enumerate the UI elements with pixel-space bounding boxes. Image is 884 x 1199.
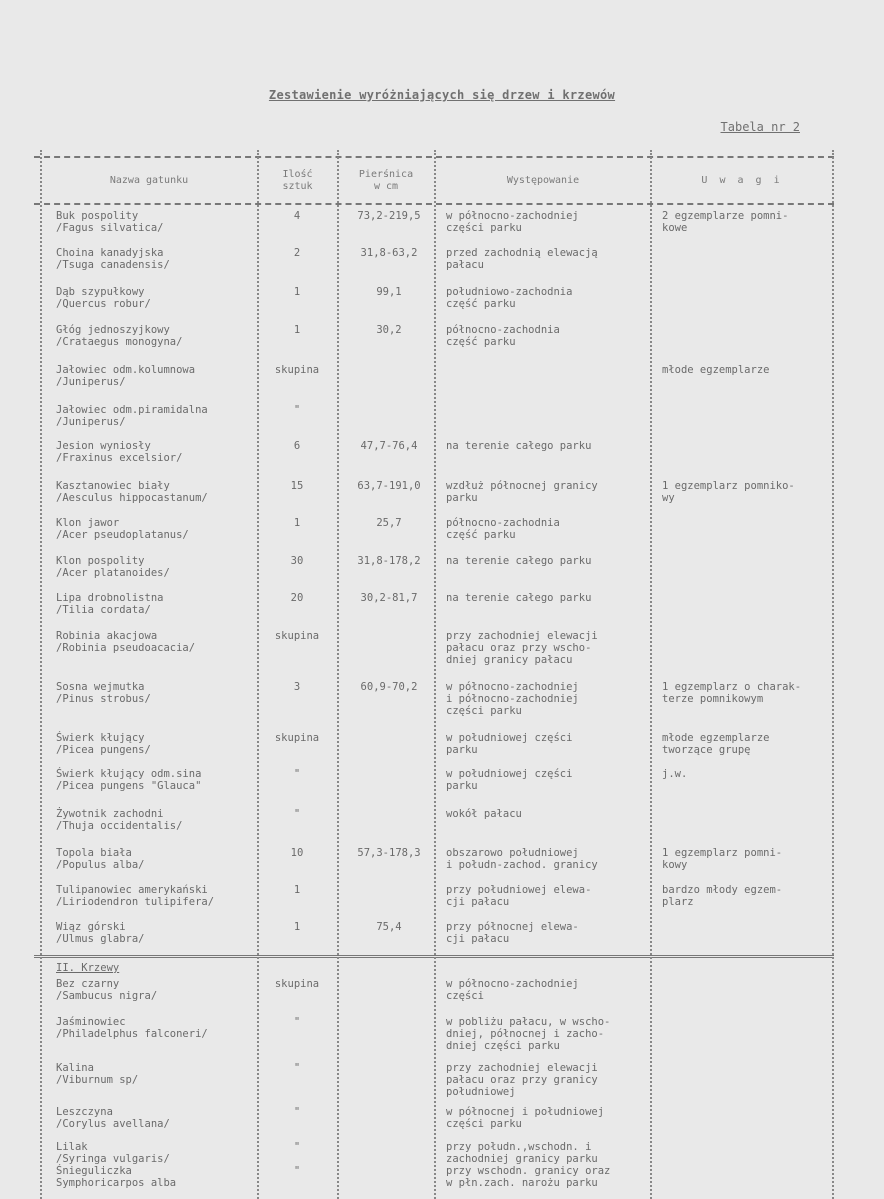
cell-quantity: 20	[290, 592, 304, 604]
cell-quantity: "	[293, 1062, 301, 1074]
column-divider	[257, 150, 259, 1199]
cell-quantity: skupina	[274, 978, 320, 990]
cell-quantity: 1	[293, 884, 301, 896]
cell-location: w północno-zachodniej i północno-zachodniej części parku	[446, 681, 579, 717]
cell-species: Lilak /Syringa vulgaris/ Śnieguliczka Symphoricarpos alba	[56, 1141, 177, 1189]
cell-species: Robinia akacjowa /Robinia pseudoacacia/	[56, 630, 196, 654]
header-name: Nazwa gatunku	[109, 175, 189, 186]
cell-location: przy połudn.,wschodn. i zachodniej granicy parku przy wschodn. granicy oraz w płn.zach. narożu parku	[446, 1141, 611, 1189]
cell-quantity: skupina	[274, 732, 320, 744]
cell-quantity: 3	[293, 681, 301, 693]
column-divider	[434, 150, 436, 1199]
cell-species: Topola biała /Populus alba/	[56, 847, 145, 871]
cell-remarks: młode egzemplarze tworzące grupę	[662, 732, 770, 756]
cell-location: przy północnej elewa- cji pałacu	[446, 921, 579, 945]
column-divider	[337, 150, 339, 1199]
cell-location: przy zachodniej elewacji pałacu oraz przy granicy południowej	[446, 1062, 598, 1098]
header-remarks: U w a g i	[701, 175, 783, 186]
cell-quantity: "	[293, 1106, 301, 1118]
cell-circumference: 60,9-70,2	[360, 681, 418, 693]
cell-species: Sosna wejmutka /Pinus strobus/	[56, 681, 151, 705]
cell-species: Lipa drobnolistna /Tilia cordata/	[56, 592, 164, 616]
cell-species: Dąb szypułkowy /Quercus robur/	[56, 286, 151, 310]
table-number: Tabela nr 2	[720, 120, 800, 134]
cell-species: Bez czarny /Sambucus nigra/	[56, 978, 158, 1002]
cell-species: Jesion wyniosły /Fraxinus excelsior/	[56, 440, 183, 464]
cell-location: na terenie całego parku	[446, 440, 592, 452]
cell-remarks: 1 egzemplarz pomni- kowy	[662, 847, 783, 871]
cell-location: przy południowej elewa- cji pałacu	[446, 884, 592, 908]
cell-circumference: 57,3-178,3	[357, 847, 421, 859]
cell-species: Jaśminowiec /Philadelphus falconeri/	[56, 1016, 208, 1040]
section-heading: II. Krzewy	[56, 962, 120, 974]
cell-species: Wiąz górski /Ulmus glabra/	[56, 921, 145, 945]
cell-remarks: j.w.	[662, 768, 688, 780]
cell-species: Jałowiec odm.kolumnowa /Juniperus/	[56, 364, 196, 388]
cell-location: przy zachodniej elewacji pałacu oraz przy wscho- dniej granicy pałacu	[446, 630, 598, 666]
cell-location: na terenie całego parku	[446, 592, 592, 604]
cell-species: Kalina /Viburnum sp/	[56, 1062, 139, 1086]
cell-location: w południowej części parku	[446, 732, 573, 756]
cell-species: Kasztanowiec biały /Aesculus hippocastanum/	[56, 480, 208, 504]
cell-quantity: 6	[293, 440, 301, 452]
cell-species: Żywotnik zachodni /Thuja occidentalis/	[56, 808, 183, 832]
cell-circumference: 47,7-76,4	[360, 440, 418, 452]
cell-circumference: 30,2	[376, 324, 402, 336]
cell-quantity: 15	[290, 480, 304, 492]
header-circumference: Pierśnica w cm	[358, 169, 414, 192]
cell-quantity: skupina	[274, 364, 320, 376]
cell-quantity: "	[293, 1016, 301, 1028]
cell-circumference: 75,4	[376, 921, 402, 933]
cell-quantity: "	[293, 768, 301, 780]
cell-circumference: 73,2-219,5	[357, 210, 421, 222]
cell-species: Głóg jednoszyjkowy /Crataegus monogyna/	[56, 324, 183, 348]
cell-species: Klon pospolity /Acer platanoides/	[56, 555, 170, 579]
cell-circumference: 63,7-191,0	[357, 480, 421, 492]
document-title: Zestawienie wyróżniających się drzew i krzewów	[268, 88, 616, 102]
cell-quantity: " "	[293, 1141, 301, 1177]
cell-location: północno-zachodnia część parku	[446, 517, 560, 541]
cell-quantity: skupina	[274, 630, 320, 642]
cell-remarks: 1 egzemplarz pomniko- wy	[662, 480, 795, 504]
cell-location: na terenie całego parku	[446, 555, 592, 567]
cell-location: w pobliżu pałacu, w wscho- dniej, północnej i zacho- dniej części parku	[446, 1016, 611, 1052]
cell-species: Leszczyna /Corylus avellana/	[56, 1106, 170, 1130]
cell-circumference: 30,2-81,7	[360, 592, 418, 604]
cell-location: w północno-zachodniej części	[446, 978, 579, 1002]
column-divider	[40, 150, 42, 1199]
cell-location: północno-zachodnia część parku	[446, 324, 560, 348]
cell-location: obszarowo południowej i połudn-zachod. granicy	[446, 847, 598, 871]
cell-circumference: 25,7	[376, 517, 402, 529]
cell-species: Klon jawor /Acer pseudoplatanus/	[56, 517, 189, 541]
cell-location: wokół pałacu	[446, 808, 522, 820]
cell-quantity: 1	[293, 324, 301, 336]
cell-circumference: 31,8-178,2	[357, 555, 421, 567]
cell-quantity: 30	[290, 555, 304, 567]
cell-quantity: 1	[293, 517, 301, 529]
cell-remarks: młode egzemplarze	[662, 364, 770, 376]
cell-circumference: 31,8-63,2	[360, 247, 418, 259]
cell-species: Jałowiec odm.piramidalna /Juniperus/	[56, 404, 208, 428]
cell-species: Tulipanowiec amerykański /Liriodendron tulipifera/	[56, 884, 215, 908]
cell-remarks: 2 egzemplarze pomni- kowe	[662, 210, 789, 234]
column-divider	[832, 150, 834, 1199]
cell-quantity: 1	[293, 921, 301, 933]
cell-species: Świerk kłujący /Picea pungens/	[56, 732, 151, 756]
cell-species: Buk pospolity /Fagus silvatica/	[56, 210, 164, 234]
cell-location: wzdłuż północnej granicy parku	[446, 480, 598, 504]
cell-location: południowo-zachodnia część parku	[446, 286, 573, 310]
cell-circumference: 99,1	[376, 286, 402, 298]
column-divider	[650, 150, 652, 1199]
cell-quantity: 4	[293, 210, 301, 222]
cell-remarks: 1 egzemplarz o charak- terze pomnikowym	[662, 681, 802, 705]
cell-location: przed zachodnią elewacją pałacu	[446, 247, 598, 271]
cell-location: w południowej części parku	[446, 768, 573, 792]
cell-quantity: 10	[290, 847, 304, 859]
cell-remarks: bardzo młody egzem- plarz	[662, 884, 783, 908]
cell-location: w północnej i południowej części parku	[446, 1106, 605, 1130]
cell-quantity: "	[293, 404, 301, 416]
cell-quantity: 1	[293, 286, 301, 298]
cell-location: w północno-zachodniej części parku	[446, 210, 579, 234]
cell-species: Choina kanadyjska /Tsuga canadensis/	[56, 247, 170, 271]
cell-quantity: 2	[293, 247, 301, 259]
cell-species: Świerk kłujący odm.sina /Picea pungens "Glauca"	[56, 768, 202, 792]
header-qty: Ilość sztuk	[282, 169, 313, 192]
cell-quantity: "	[293, 808, 301, 820]
header-location: Występowanie	[506, 175, 580, 186]
